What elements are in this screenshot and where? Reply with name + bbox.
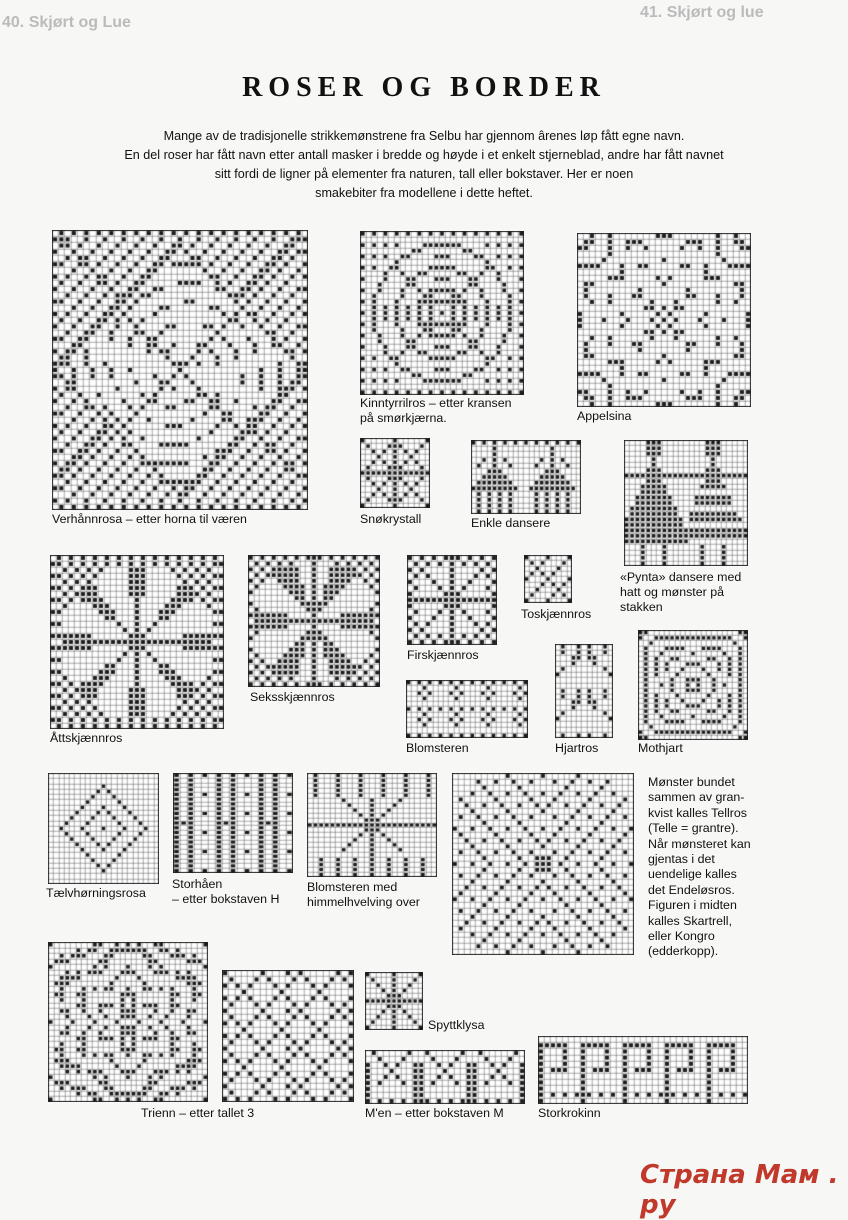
watermark-logo: Страна Мам . ру — [640, 1160, 839, 1220]
caption-men: M'en – etter bokstaven M — [365, 1106, 504, 1120]
caption-line: stakken — [620, 600, 663, 614]
mothjart-chart — [638, 630, 748, 740]
caption-line: Kinntyrrilros – etter kransen — [360, 396, 512, 410]
caption-kinntyrrilros — [360, 396, 512, 426]
storhaen-chart — [173, 773, 293, 873]
caption-storhaen — [172, 877, 279, 907]
attskjannros-chart — [50, 555, 224, 729]
verhannrosa-chart — [52, 230, 308, 510]
firskjannros-chart — [407, 555, 497, 645]
note-line: kvist kalles Tellros — [648, 805, 747, 820]
caption-line: Blomsteren med — [307, 880, 398, 894]
note-line: Figuren i midten — [648, 898, 737, 913]
taelvhorningsrosa-chart — [48, 773, 159, 884]
note-line: (Telle = grantre). — [648, 821, 739, 836]
note-line: Når mønsteret kan — [648, 836, 751, 851]
caption-enkle-dansere: Enkle dansere — [471, 516, 551, 530]
seksskjannros-chart — [248, 555, 380, 687]
caption-trienn: Trienn – etter tallet 3 — [141, 1106, 255, 1120]
caption-mothjart: Mothjart — [638, 741, 683, 755]
appelsina-chart — [577, 233, 751, 407]
note-line: uendelige kalles — [648, 867, 737, 882]
caption-taelvhorningsrosa: Tælvhørningsrosa — [46, 886, 146, 900]
page-title: ROSER OG BORDER — [242, 72, 606, 103]
caption-line: – etter bokstaven H — [172, 892, 280, 906]
note-line: (edderkopp). — [648, 944, 719, 959]
caption-line: «Pynta» dansere med — [620, 570, 742, 584]
caption-line: Storhåen — [172, 877, 223, 891]
tellros-chart — [452, 773, 634, 955]
background-heading-left: 40. Skjørt og Lue — [2, 14, 131, 31]
spyttklysa-chart — [365, 972, 423, 1030]
caption-attskjannros: Åttskjænnros — [50, 731, 123, 745]
caption-verhannrosa: Verhånnrosa – etter horna til væren — [52, 512, 247, 526]
caption-line: hatt og mønster på — [620, 585, 724, 599]
caption-line: på smørkjærna. — [360, 411, 447, 425]
intro-line: En del roser har fått navn etter antall masker i bredde og høyde i et enkelt stjerneblad, andre har fått navnet — [124, 148, 724, 162]
pynta-chart — [624, 440, 748, 566]
tellros-note — [648, 775, 778, 960]
caption-blomsteren: Blomsteren — [406, 741, 469, 755]
note-line: det Endeløsros. — [648, 882, 735, 897]
caption-pynta — [620, 570, 741, 615]
caption-seksskjannros: Seksskjænnros — [250, 690, 335, 704]
caption-appelsina: Appelsina — [577, 409, 632, 423]
caption-storkrokinn: Storkrokinn — [538, 1106, 601, 1120]
caption-snokrystall: Snøkrystall — [360, 512, 422, 526]
caption-spyttklysa: Spyttklysa — [428, 1018, 485, 1032]
storkrokinn-chart — [538, 1036, 748, 1104]
caption-blomsteren-himmel — [307, 880, 420, 910]
caption-line: himmelhvelving over — [307, 895, 420, 909]
hjartros-chart — [555, 644, 613, 738]
caption-toskjannros: Toskjænnros — [521, 607, 592, 621]
note-line: sammen av gran- — [648, 790, 745, 805]
intro-text — [60, 127, 788, 203]
intro-line: Mange av de tradisjonelle strikkemønstrene fra Selbu har gjennom ârenes løp fått egne navn. — [163, 129, 685, 143]
note-line: eller Kongro — [648, 929, 715, 944]
note-line: gjentas i det — [648, 852, 715, 867]
blomsteren-himmel-chart — [307, 773, 437, 877]
blomsteren-chart — [406, 680, 528, 738]
men-lattice-chart — [222, 970, 354, 1102]
caption-hjartros: Hjartros — [555, 741, 599, 755]
intro-line: sitt fordi de ligner på elementer fra naturen, tall eller bokstaver. Her er noen — [214, 167, 634, 181]
enkle-dansere-chart — [471, 440, 581, 514]
toskjannros-chart — [524, 555, 572, 603]
background-heading-right: 41. Skjørt og lue — [640, 4, 764, 21]
caption-firskjannros: Firskjænnros — [407, 648, 479, 662]
trienn-chart — [48, 942, 208, 1102]
kinntyrrilros-chart — [360, 231, 524, 395]
snokrystall-chart — [360, 438, 430, 508]
men-chart — [365, 1050, 525, 1104]
note-line: kalles Skartrell, — [648, 913, 733, 928]
note-line: Mønster bundet — [648, 775, 735, 789]
intro-line: smakebiter fra modellene i dette heftet. — [315, 186, 533, 200]
